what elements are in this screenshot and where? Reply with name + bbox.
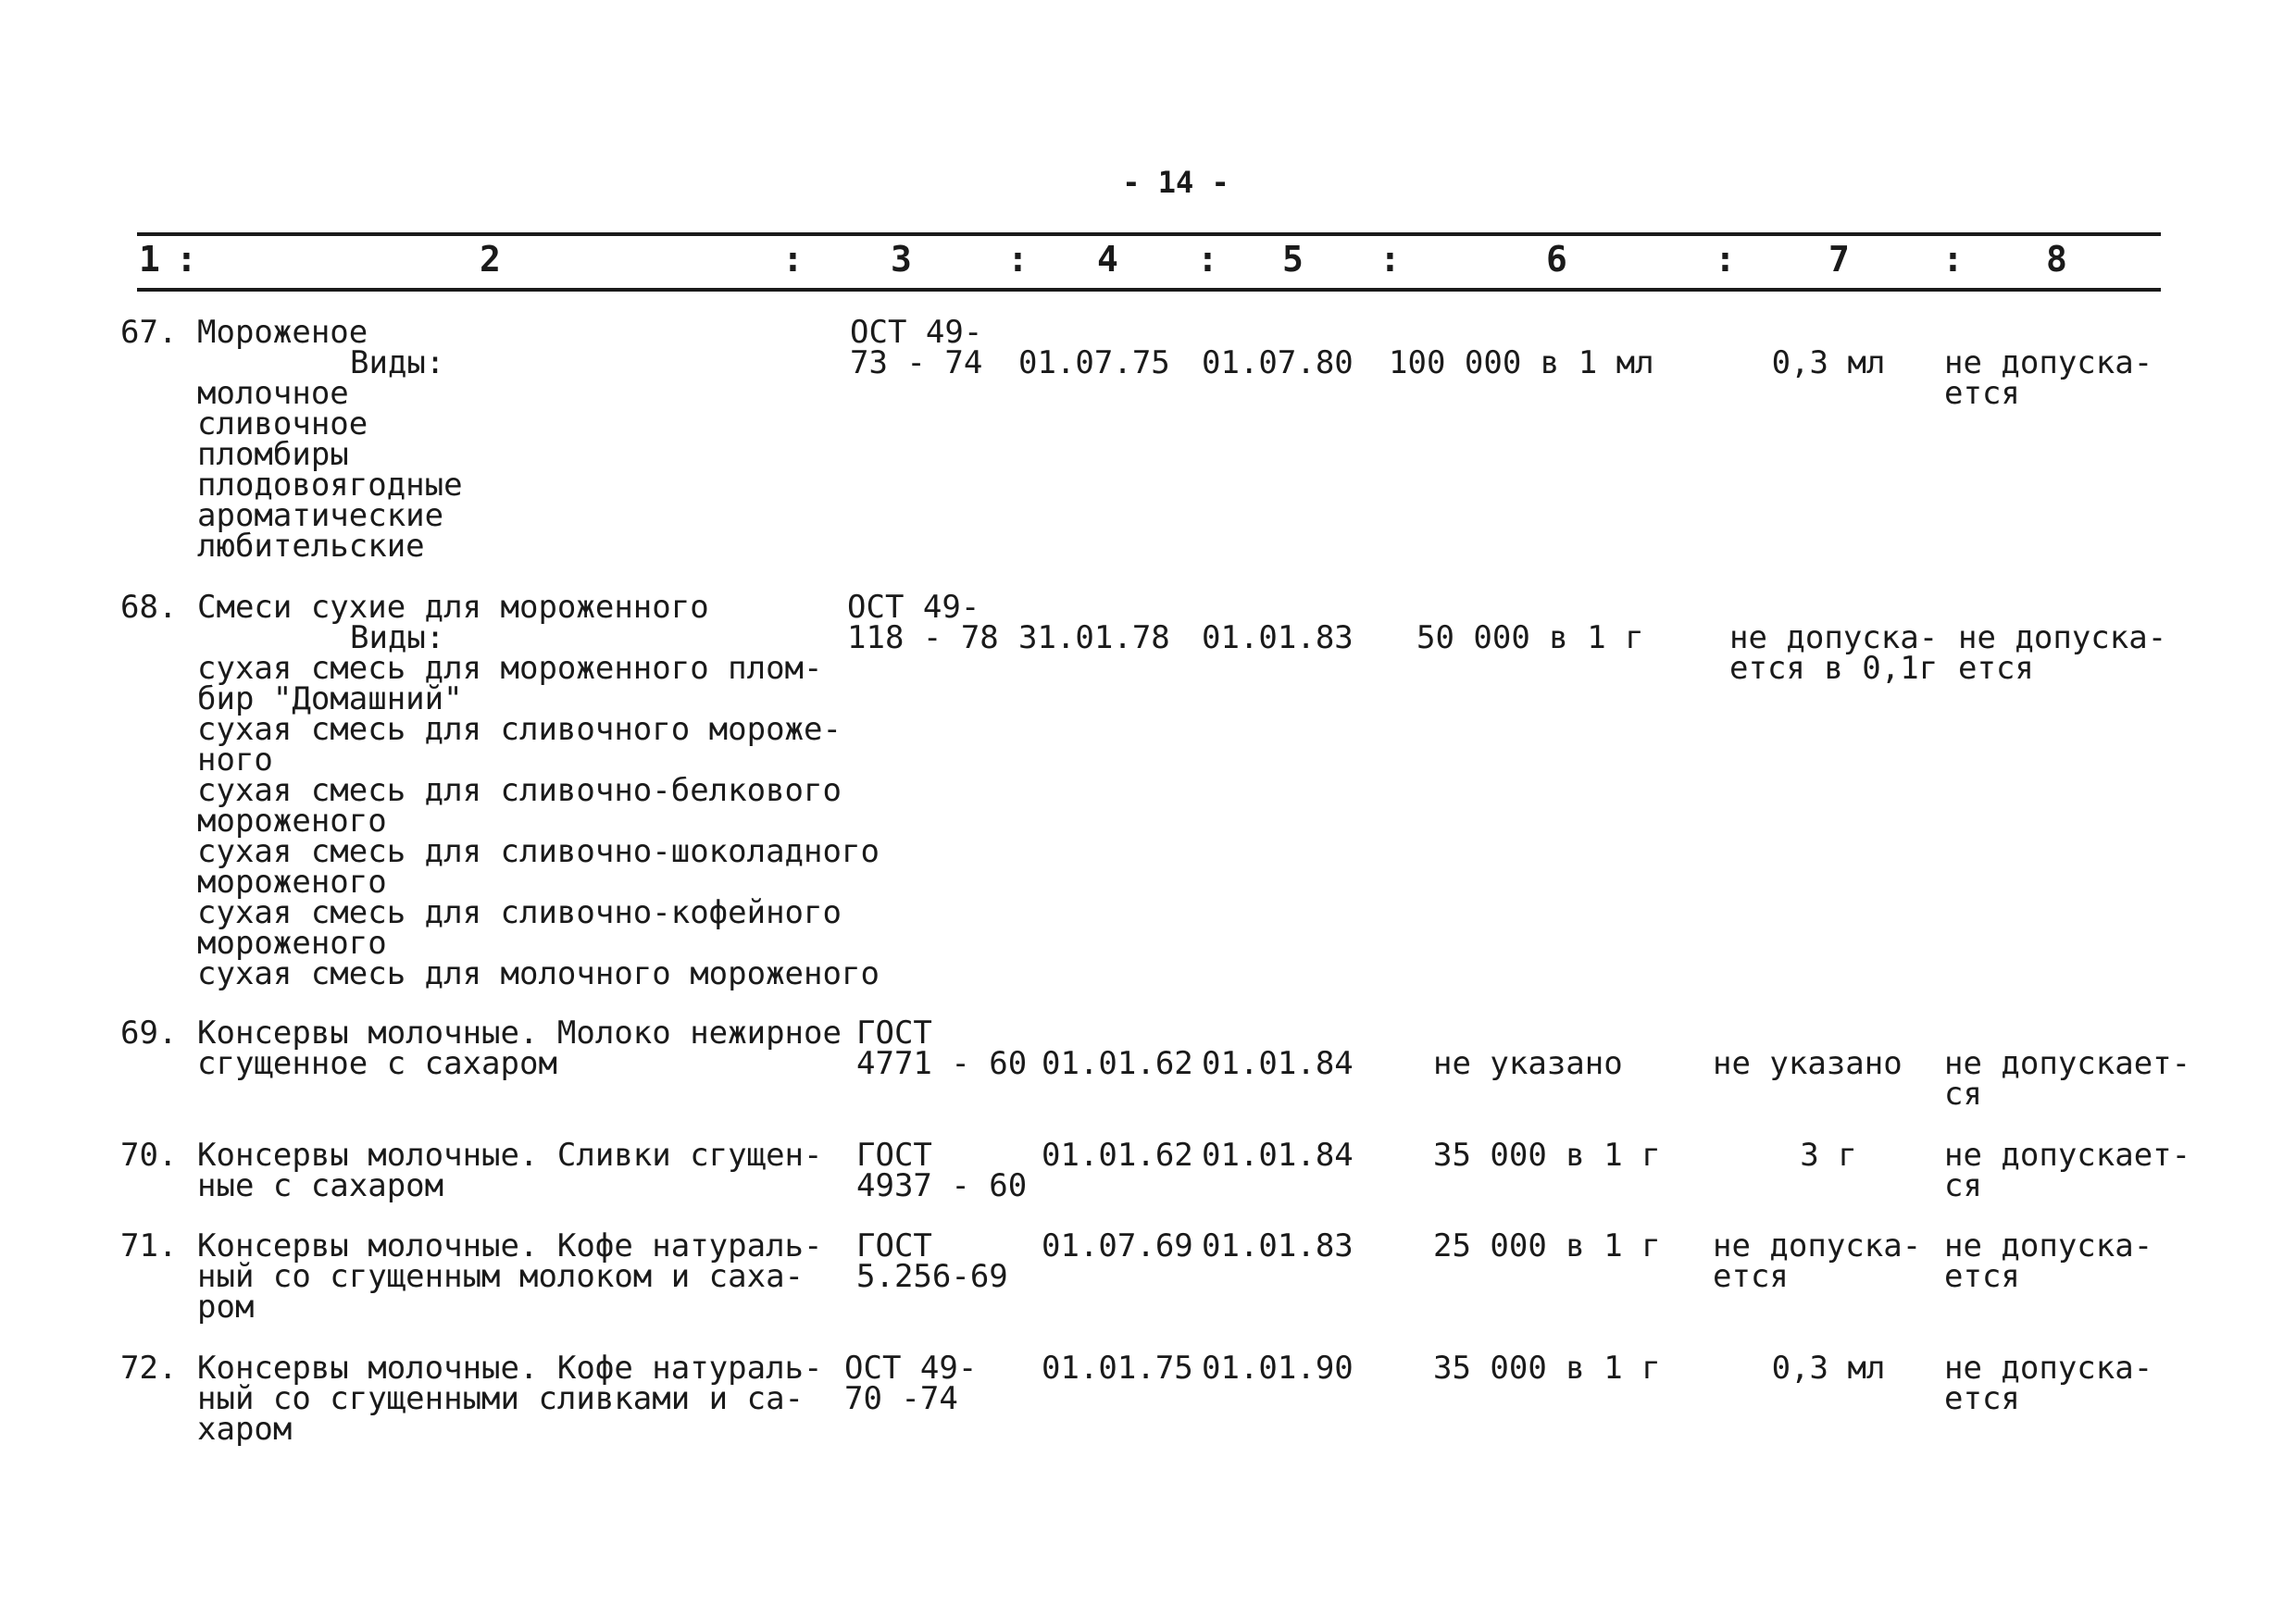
header-separator: : [1715, 239, 1736, 280]
header-col-1: 1 [139, 239, 160, 280]
product-name: Консервы молочные. Молоко нежирное сгущенное с сахаром [197, 1015, 842, 1082]
bacteria-count: 35 000 в 1 г [1433, 1350, 1661, 1387]
pathogens: не допуска- ется [1944, 344, 2153, 412]
row-number: 71. [120, 1227, 178, 1264]
product-kinds-label: Виды: [350, 344, 445, 381]
page-number: - 14 - [1122, 165, 1229, 200]
header-col-6: 6 [1546, 239, 1567, 280]
row-number: 72. [120, 1350, 178, 1387]
header-separator: : [176, 239, 197, 280]
table-top-rule [137, 232, 2161, 236]
bacteria-count: 50 000 в 1 г [1416, 619, 1644, 656]
pathogens: не допуска- ется [1958, 619, 2167, 687]
bacteria-count: 35 000 в 1 г [1433, 1137, 1661, 1174]
header-separator: : [1007, 239, 1029, 280]
product-name: Консервы молочные. Сливки сгущен- ные с сахаром [197, 1137, 823, 1204]
header-col-3: 3 [891, 239, 912, 280]
date-introduced: 31.01.78 [1018, 619, 1170, 656]
pathogens: не допуска- ется [1944, 1350, 2153, 1417]
row-number: 69. [120, 1015, 178, 1052]
date-valid-until: 01.01.83 [1202, 619, 1354, 656]
date-valid-until: 01.01.83 [1202, 1227, 1354, 1264]
row-number: 70. [120, 1137, 178, 1174]
bacteria-count: не указано [1433, 1045, 1623, 1082]
bacteria-count: 25 000 в 1 г [1433, 1227, 1661, 1264]
pathogens: не допуска- ется [1944, 1227, 2153, 1295]
coli-titer: не допуска- ется [1713, 1227, 1922, 1295]
standard-reference: ОСТ 49- 70 -74 [844, 1350, 978, 1417]
header-separator: : [1197, 239, 1218, 280]
coli-titer: 3 г [1800, 1137, 1857, 1174]
header-col-4: 4 [1097, 239, 1118, 280]
header-separator: : [782, 239, 804, 280]
standard-reference: ГОСТ 4937 - 60 [856, 1137, 1028, 1204]
standard-reference: ГОСТ 5.256-69 [856, 1227, 1008, 1295]
product-name: Смеси сухие для мороженного [197, 589, 709, 626]
product-name: Мороженое [197, 314, 368, 351]
coli-titer: не допуска- ется в 0,1г [1729, 619, 1939, 687]
product-kinds-label: Виды: [350, 619, 445, 656]
product-name: Консервы молочные. Кофе натураль- ный со сгущенным молоком и саха- ром [197, 1227, 823, 1326]
row-number: 68. [120, 589, 178, 626]
header-separator: : [1379, 239, 1401, 280]
standard-reference: ОСТ 49- 118 - 78 [847, 589, 999, 656]
standard-reference: ГОСТ 4771 - 60 [856, 1015, 1028, 1082]
table-header-rule [137, 288, 2161, 292]
header-col-5: 5 [1282, 239, 1304, 280]
date-introduced: 01.07.75 [1018, 344, 1170, 381]
header-separator: : [1942, 239, 1964, 280]
date-introduced: 01.01.75 [1042, 1350, 1193, 1387]
bacteria-count: 100 000 в 1 мл [1389, 344, 1654, 381]
coli-titer: 0,3 мл [1771, 344, 1886, 381]
product-kinds-list: молочное сливочное пломбиры плодовоягодные ароматические любительские [197, 375, 463, 565]
date-introduced: 01.07.69 [1042, 1227, 1193, 1264]
coli-titer: не указано [1713, 1045, 1903, 1082]
date-valid-until: 01.01.84 [1202, 1045, 1354, 1082]
header-col-7: 7 [1828, 239, 1850, 280]
product-kinds-list: сухая смесь для мороженного плом- бир "Домашний" сухая смесь для сливочного мороже- ного сухая смесь для сливочно-белкового мороженого сухая смесь для сливочно-шоколадного мороженого сухая смесь для сливочно-кофейного мороженого сухая смесь для молочного мороженого [197, 650, 880, 992]
header-col-2: 2 [480, 239, 501, 280]
date-introduced: 01.01.62 [1042, 1137, 1193, 1174]
standard-reference: ОСТ 49- 73 - 74 [850, 314, 983, 381]
row-number: 67. [120, 314, 178, 351]
date-valid-until: 01.01.90 [1202, 1350, 1354, 1387]
pathogens: не допускает- ся [1944, 1137, 2191, 1204]
header-col-8: 8 [2046, 239, 2067, 280]
date-valid-until: 01.07.80 [1202, 344, 1354, 381]
coli-titer: 0,3 мл [1771, 1350, 1886, 1387]
date-introduced: 01.01.62 [1042, 1045, 1193, 1082]
product-name: Консервы молочные. Кофе натураль- ный со сгущенными сливками и са- харом [197, 1350, 823, 1448]
pathogens: не допускает- ся [1944, 1045, 2191, 1113]
date-valid-until: 01.01.84 [1202, 1137, 1354, 1174]
